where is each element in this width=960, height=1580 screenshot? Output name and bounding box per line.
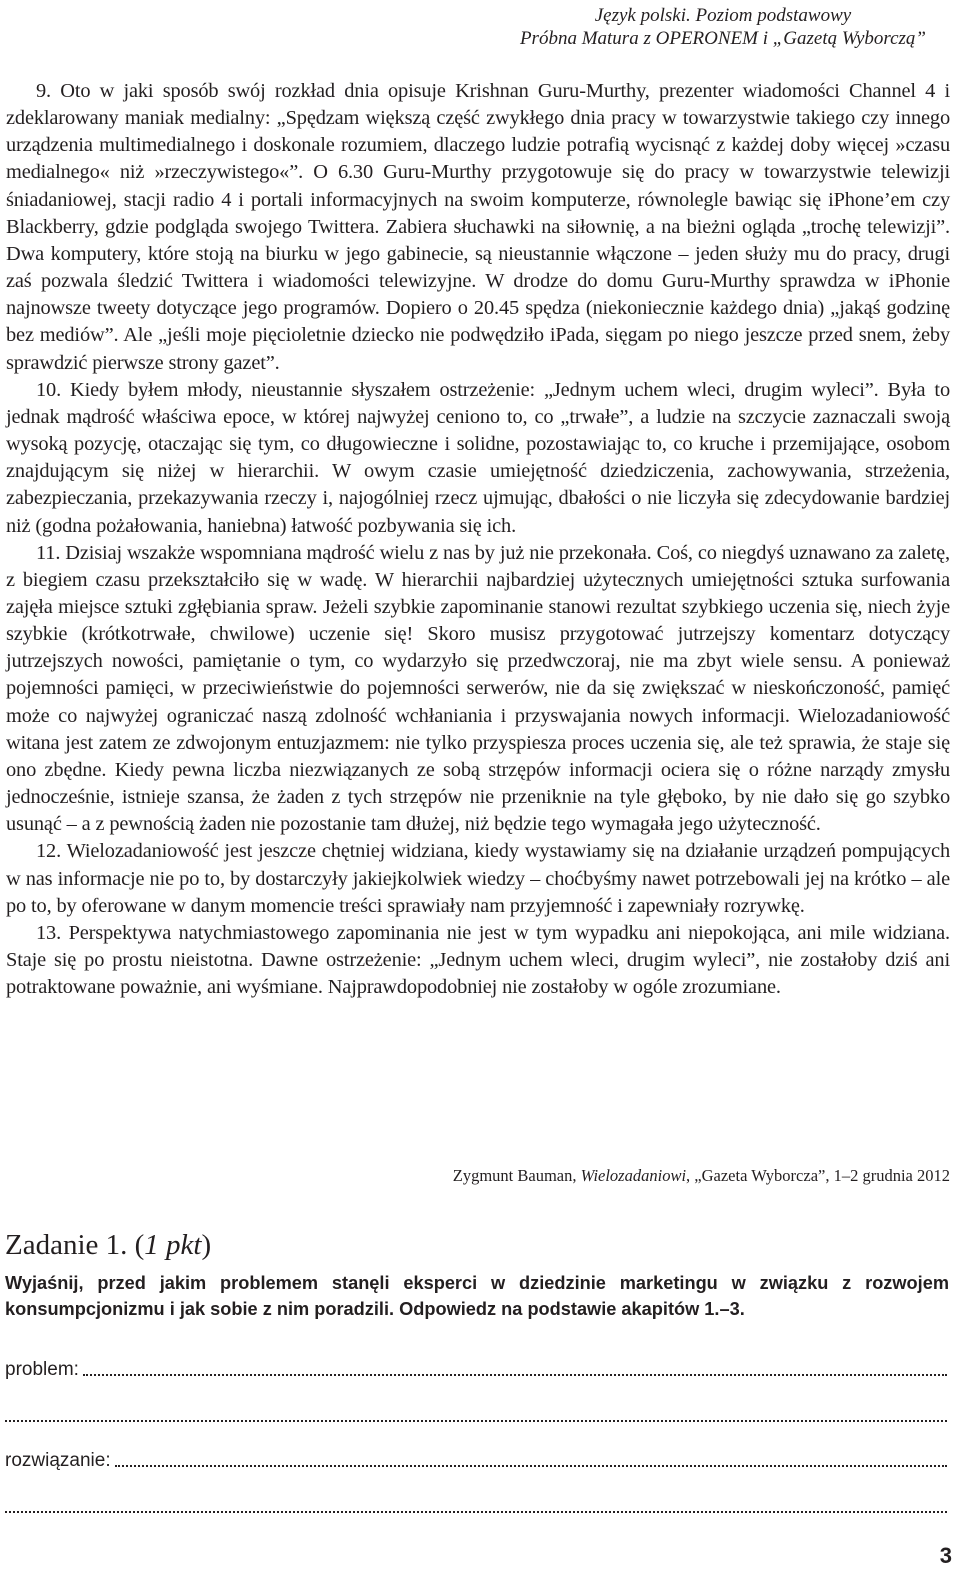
source-author: Zygmunt Bauman, — [452, 1166, 581, 1185]
paragraph-12: 12. Wielozadaniowość jest jeszcze chętniej widziana, kiedy wystawiamy się na działanie urządzeń pompujących w nas informacje nie po to, by dostarczyły jakiejkolwiek wiedzy – choćbyśmy nawet potrzebowali jej na krótko – ale po to, by oferowane w danym momencie treści sprawiały nam przyjemność i zapewniały rozrywkę. — [6, 840, 950, 917]
paragraph-13: 13. Perspektywa natychmiastowego zapominania nie jest w tym wypadku ani niepokojąca, ani mile widziana. Staje się po prostu nieistotna. Dawne ostrzeżenie: „Jednym uchem wleci, drugim wyleci”, nie zostałoby dziś ani potraktowane poważnie, ani wyśmiane. Najprawdopodobniej nie zostałoby w ogóle zrozumiane. — [6, 921, 950, 999]
source-citation — [453, 1165, 950, 1187]
page-header — [520, 4, 926, 50]
header-subject: Język polski. Poziom podstawowy — [594, 5, 852, 26]
solution-answer-field[interactable] — [115, 1465, 947, 1467]
paragraph-9: 9. Oto w jaki sposób swój rozkład dnia opisuje Krishnan Guru-Murthy, prezenter wiadomości Channel 4 i zdeklarowany maniak medialny: „Spędzam większą część zwykłego dnia pracy w towarzystwie takiego czy innego urządzenia multimedialnego i doskonale rozumiem, dlaczego ludzie potrafią wycisnąć z każdej doby więcej »czasu medialnego« niż »rzeczywistego«”. O 6.30 Guru-Murthy przygotowuje się do pracy w towarzystwie telewizji śniadaniowej, stacji radio 4 i portali informacyjnych na swoim komputerze, równolegle bawiąc się iPhone’em czy Blackberry, gdzie podgląda swojego Twittera. Zabiera słuchawki na siłownię, a na bieżni ogląda „trochę telewizji”. Dwa komputery, które stoją na biurku w jego gabinecie, są nieustannie włączone – jeden służy mu do pracy, drugi zaś pozwala śledzić Twittera i wiadomości telewizyjne. W drodze do domu Guru-Murthy sprawdza w iPhonie najnowsze tweety dotyczące jego programów. Dopiero o 20.45 spędza (niekoniecznie każdego dnia) „jakąś godzinę bez mediów”. Ale „jeśli moje pięcioletnie dziecko nie podwędziło iPada, sięgam po niego jeszcze przed snem, żeby sprawdzić pierwsze strony gazet”. — [6, 80, 950, 374]
task-title-close: ) — [201, 1229, 212, 1261]
solution-answer-field-2[interactable] — [5, 1511, 947, 1513]
source-publication: , „Gazeta Wyborcza”, 1–2 grudnia 2012 — [686, 1166, 950, 1185]
task-title-text: Zadanie 1. ( — [5, 1229, 145, 1261]
problem-answer-field[interactable] — [83, 1374, 947, 1376]
article-text — [6, 78, 950, 1001]
task-title — [5, 1227, 211, 1263]
header-exam-name: Próbna Matura z OPERONEM i „Gazetą Wyborczą” — [519, 28, 926, 49]
problem-answer-line-2 — [5, 1402, 947, 1428]
solution-label: rozwiązanie: — [5, 1450, 111, 1471]
paragraph-11: 11. Dzisiaj wszakże wspomniana mądrość wielu z nas by już nie przekonała. Coś, co niegdyś uznawano za zaletę, z biegiem czasu przekształciło się w wadę. W hierarchii najbardziej użytecznych umiejętności sztuka surfowania zajęła miejsce sztuki zgłębiania spraw. Jeżeli szybkie zapominanie stanowi rezultat szybkiego uczenia się, niech żyje szybkie (krótkotrwałe, chwilowe) uczenie się! Skoro musisz przygotować jutrzejszy komentarz dotyczący jutrzejszych nowości, pamiętanie o tym, co wydarzyło się przedwczoraj, nie ma zbyt wiele sensu. A ponieważ pojemności pamięci, w przeciwieństwie do pojemności serwerów, nie da się zwiększać w nieskończoność, pamięć może co najwyżej ograniczać naszą zdolność wchłaniania i przyswajania nowych informacji. Wielozadaniowość witana jest zatem ze zdwojonym entuzjazmem: nie tylko przyspiesza proces uczenia się, ale też sprawia, że staje się ono zbędne. Kiedy pewna liczba niezwiązanych ze sobą strzępów informacji ociera się o różne narządy zmysłu jednocześnie, istnieje szansa, że żaden z tych strzępów nie przeniknie na tyle głęboko, by nie dało się go szybko usunąć – a z pewnością żaden nie pozostanie tam dłużej, niż będzie tego wymagała jego użyteczność. — [6, 541, 950, 836]
problem-answer-field-2[interactable] — [5, 1420, 947, 1422]
solution-answer-line-2 — [5, 1493, 947, 1519]
paragraph-10: 10. Kiedy byłem młody, nieustannie słyszałem ostrzeżenie: „Jednym uchem wleci, drugim wyleci”. Była to jednak mądrość właściwa epoce, w której najwyżej ceniono to, co „trwałe”, a ludzie na szczycie zaznaczali swoją wysoką pozycję, otaczając się tym, co długowieczne i solidne, pozostawiając to, co kruche i przemijające, osobom znajdującym się niżej w hierarchii. W owym czasie umiejętność dziedziczenia, zachowywania, strzeżenia, zabezpieczania, przekazywania rzeczy i, najogólniej rzecz ujmując, dbałości o nie liczyła się zdecydowanie bardziej niż (godna pożałowania, haniebna) łatwość pozbywania się ich. — [6, 378, 950, 537]
page-number: 3 — [939, 1543, 952, 1568]
problem-answer-line — [5, 1356, 947, 1382]
source-work-title: Wielozadaniowi — [580, 1166, 687, 1185]
task-points: 1 pkt — [144, 1229, 202, 1261]
task-instruction: Wyjaśnij, przed jakim problemem stanęli eksperci w dziedzinie marketingu w związku z rozwojem konsumpcjonizmu i jak sobie z nim poradzili. Odpowiedz na podstawie akapitów 1.–3. — [5, 1273, 949, 1319]
solution-answer-line — [5, 1447, 947, 1473]
problem-label: problem: — [5, 1359, 79, 1380]
